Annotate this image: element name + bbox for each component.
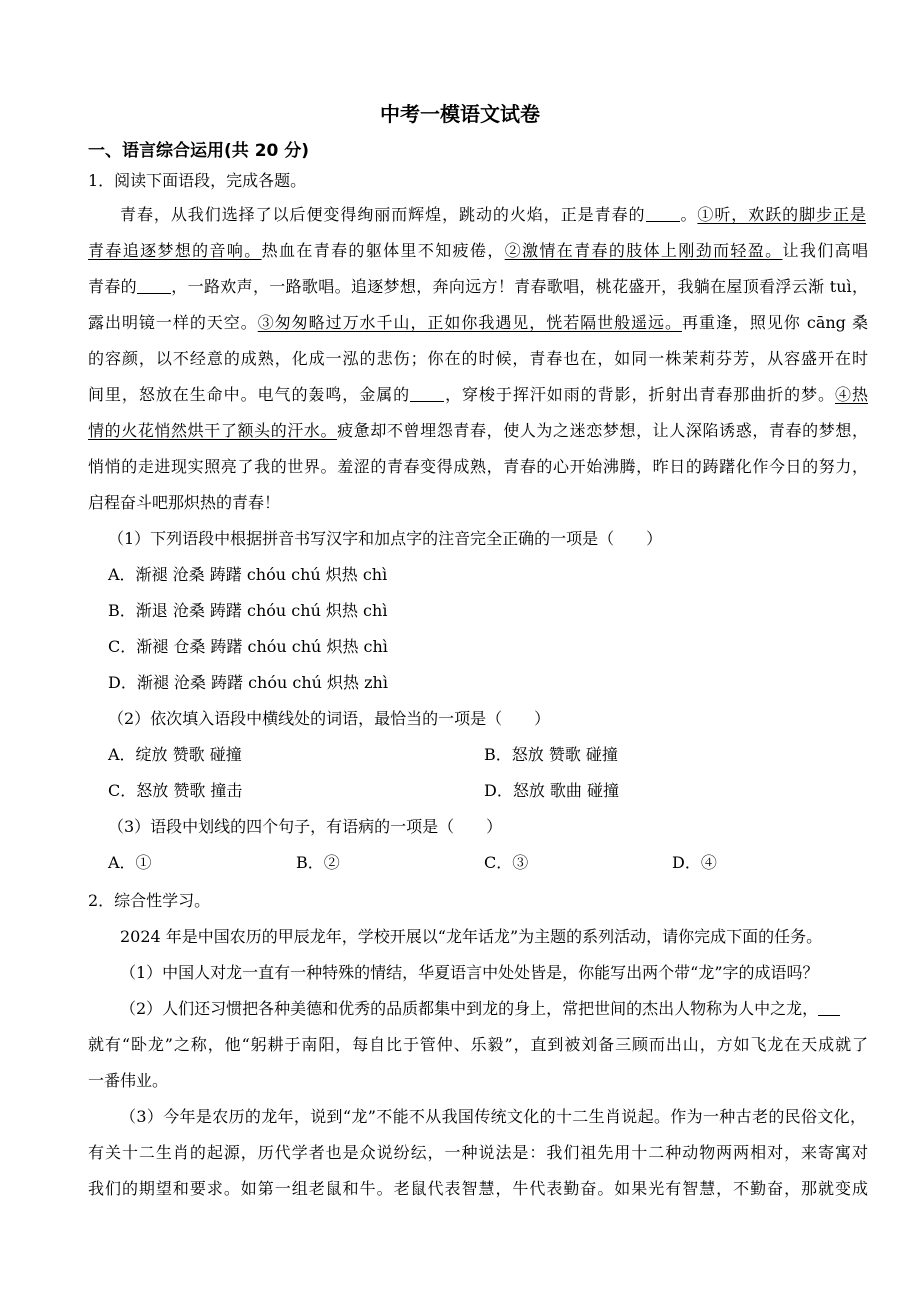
sub-question-1: （1）下列语段中根据拼音书写汉字和加点字的注音完全正确的一项是（ ） — [108, 529, 663, 548]
passage-text: 露出明镜一样的天空。 — [88, 313, 258, 332]
question-2-sub-2-line-3: 一番伟业。 — [88, 1071, 169, 1090]
question-2-sub-1: （1）中国人对龙一直有一种特殊的情结，华夏语言中处处皆是，你能写出两个带“龙”字的成语吗？ — [120, 963, 819, 982]
passage-line-3 — [88, 276, 868, 298]
passage-line-5: 的容颜，以不经意的成熟，化成一泓的悲伤；你在的时候，青春也在，如同一株茉莉芬芳，从容盛开在时 — [88, 349, 868, 368]
question-2-intro: 2024 年是中国农历的甲辰龙年，学校开展以“龙年话龙”为主题的系列活动，请你完成下面的任务。 — [120, 927, 823, 946]
option-a[interactable]: A．① — [108, 853, 152, 872]
underlined-sentence: ②激情在青春的肢体上刚劲而轻盈。 — [504, 241, 783, 260]
question-2-sub-3: （3）今年是农历的龙年，说到“龙”不能不从我国传统文化的十二生肖说起。作为一种古老的民俗文化， — [120, 1107, 866, 1126]
passage-text: 。 — [679, 205, 698, 224]
underlined-sentence: 情的火花悄然烘干了额头的汗水。 — [88, 421, 338, 440]
fill-blank[interactable] — [646, 205, 680, 222]
question-1-stem: 1．阅读下面语段，完成各题。 — [88, 171, 307, 190]
option-c[interactable]: C．怒放 赞歌 撞击 — [108, 781, 243, 800]
underlined-sentence: ③匆匆略过万水千山，正如你我遇见，恍若隔世般遥远。 — [257, 313, 683, 332]
option-a[interactable]: A．绽放 赞歌 碰撞 — [108, 745, 242, 764]
option-d[interactable]: D．怒放 歌曲 碰撞 — [484, 781, 620, 800]
passage-text: 青春，从我们选择了以后便变得绚丽而辉煌，跳动的火焰，正是青春的 — [120, 205, 646, 224]
sub-question-2: （2）依次填入语段中横线处的词语，最恰当的一项是（ ） — [108, 709, 551, 728]
option-b[interactable]: B．② — [296, 853, 340, 872]
question-2-stem: 2．综合性学习。 — [88, 891, 211, 910]
passage-line-4 — [88, 312, 868, 334]
passage-text: 间里，怒放在生命中。电气的轰鸣，金属的 — [88, 385, 411, 404]
option-d[interactable]: D．④ — [672, 853, 717, 872]
question-2-sub-2-line-2: 就有“卧龙”之称，他“躬耕于南阳，每自比于管仲、乐毅”，直到被刘备三顾而出山，方如飞龙在天成就了 — [88, 1035, 868, 1054]
page-title: 中考一模语文试卷 — [380, 102, 540, 126]
question-2-sub-3-line-2: 有关十二生肖的起源，历代学者也是众说纷纭，一种说法是：我们祖先用十二种动物两两相对，来寄寓对 — [88, 1143, 868, 1162]
option-a[interactable]: A．渐褪 沧桑 踌躇 chóu chú 炽热 chì — [108, 565, 388, 584]
passage-line-6 — [88, 384, 868, 406]
sub-question-text: （2）人们还习惯把各种美德和优秀的品质都集中到龙的身上，常把世间的杰出人物称为人中之龙， — [120, 999, 819, 1018]
option-c[interactable]: C．渐褪 仓桑 踌躇 chóu chú 炽热 chì — [108, 637, 388, 656]
passage-text: 热血在青春的躯体里不知疲倦， — [261, 241, 505, 260]
passage-text: ，穿梭于挥汗如雨的背影，折射出青春那曲折的梦。 — [444, 385, 836, 404]
passage-line-8: 悄悄的走进现实照亮了我的世界。羞涩的青春变得成熟，青春的心开始沸腾，昨日的踌躇化作今日的努力， — [88, 457, 868, 476]
question-2-sub-2 — [120, 998, 866, 1020]
passage-text: 疲惫却不曾埋怨青春，使人为之迷恋梦想，让人深陷诱惑，青春的梦想， — [337, 421, 868, 440]
passage-line-1 — [120, 204, 866, 226]
section-heading: 一、语言综合运用(共 20 分) — [88, 141, 310, 161]
underlined-sentence: ④热 — [835, 385, 868, 404]
passage-line-9: 启程奋斗吧那炽热的青春！ — [88, 493, 281, 512]
passage-text: 让我们高唱 — [782, 241, 868, 260]
underlined-sentence: ①听，欢跃的脚步正是 — [697, 205, 866, 224]
fill-blank[interactable] — [137, 277, 171, 294]
option-c[interactable]: C．③ — [484, 853, 529, 872]
passage-line-7 — [88, 420, 868, 442]
passage-text: 再重逢，照见你 cāng 桑 — [682, 313, 868, 332]
passage-line-2 — [88, 240, 868, 262]
option-b[interactable]: B．渐退 沧桑 踌躇 chóu chú 炽热 chì — [108, 601, 388, 620]
passage-text: 青春的 — [88, 277, 137, 296]
passage-text: ，一路欢声，一路歌唱。追逐梦想，奔向远方！青春歌唱，桃花盛开，我躺在屋顶看浮云渐 tuì， — [170, 277, 868, 296]
fill-blank[interactable] — [818, 999, 840, 1016]
option-d[interactable]: D．渐褪 沧桑 踌躇 chóu chú 炽热 zhì — [108, 673, 388, 692]
question-2-sub-3-line-3: 我们的期望和要求。如第一组老鼠和牛。老鼠代表智慧，牛代表勤奋。如果光有智慧，不勤奋，那就变成 — [88, 1179, 868, 1198]
fill-blank[interactable] — [410, 385, 444, 402]
sub-question-3: （3）语段中划线的四个句子，有语病的一项是（ ） — [108, 817, 503, 836]
option-b[interactable]: B．怒放 赞歌 碰撞 — [484, 745, 618, 764]
underlined-sentence: 青春追逐梦想的音响。 — [88, 241, 262, 260]
